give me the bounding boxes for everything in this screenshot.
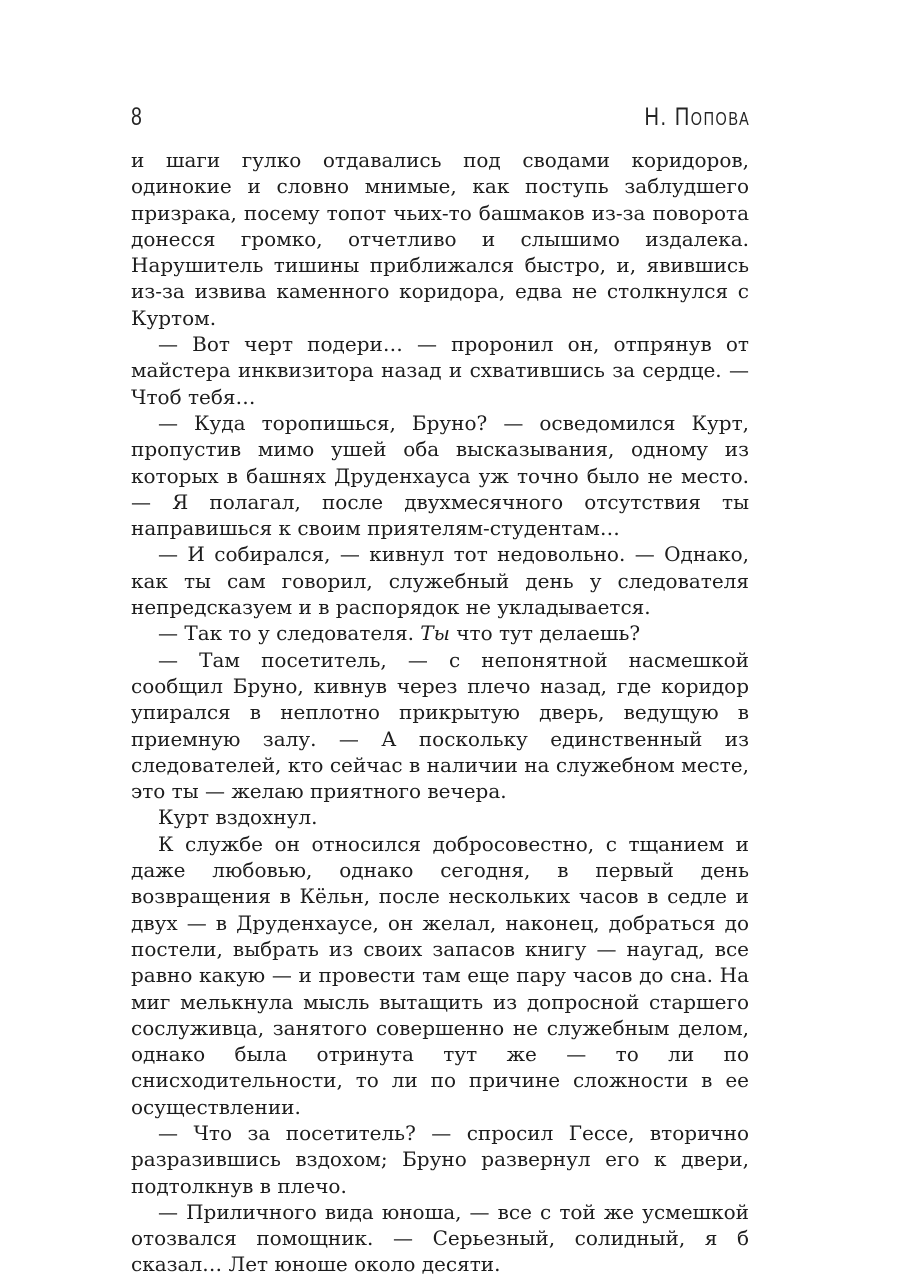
paragraph: К службе он относился добросовестно, с тщанием и даже любовью, однако сегодня, в первый день возвращения в Кёльн, после нескольких часов в седле и двух — в Друденхаусе, он желал, наконец, добраться до постели, выбрать из своих запасов книгу — наугад, все равно какую — и провести там еще пару часов до сна. На миг мелькнула мысль вытащить из допросной старшего сослуживца, занятого совершенно не служебным делом, однако была отринута тут же — то ли по снисходительности, то ли по причине сложности в ее осуществлении. bbox=[131, 831, 749, 1119]
paragraph: — Вот черт подери… — проронил он, отпрянув от майстера инквизитора назад и схватившись за сердце. — Чтоб тебя… bbox=[131, 332, 749, 409]
paragraph: — Так то у следователя. Ты что тут делаешь? bbox=[158, 621, 641, 646]
paragraph: и шаги гулко отдавались под сводами коридоров, одинокие и словно мнимые, как поступь заблудшего призрака, посему топот чьих-то башмаков из-за поворота донесся громко, отчетливо и слышимо издалека. Нарушитель тишины приближался быстро, и, явившись из-за извива каменного коридора, едва не столкнулся с Куртом. bbox=[131, 148, 749, 330]
paragraph: — Что за посетитель? — спросил Гессе, вторично разразившись вздохом; Бруно развернул его к двери, подтолкнув в плечо. bbox=[131, 1120, 749, 1198]
paragraph: — И собирался, — кивнул тот недовольно. — Однако, как ты сам говорил, служебный день у следователя непредсказуем и в распорядок не укладывается. bbox=[131, 542, 749, 620]
paragraph: Курт вздохнул. bbox=[158, 805, 318, 830]
paragraph: — Приличного вида юноша, — все с той же усмешкой отозвался помощник. — Серьезный, солидный, я б сказал… Лет юноше около десяти. bbox=[131, 1199, 749, 1277]
page-number: 8 bbox=[131, 103, 143, 131]
page-body bbox=[131, 147, 749, 1278]
paragraph: — Куда торопишься, Бруно? — осведомился Курт, пропустив мимо ушей оба высказывания, одному из которых в башнях Друденхауса уж точно было не место. — Я полагал, после двухмесячного отсутствия ты направишься к своим приятелям-студентам… bbox=[131, 410, 749, 541]
paragraph: — Там посетитель, — с непонятной насмешкой сообщил Бруно, кивнув через плечо назад, где коридор упирался в неплотно прикрытую дверь, ведущую в приемную залу. — А поскольку единственный из следователей, кто сейчас в наличии на служебном месте, это ты — желаю приятного вечера. bbox=[131, 647, 749, 804]
running-title-author: Н. Попова bbox=[644, 103, 750, 131]
